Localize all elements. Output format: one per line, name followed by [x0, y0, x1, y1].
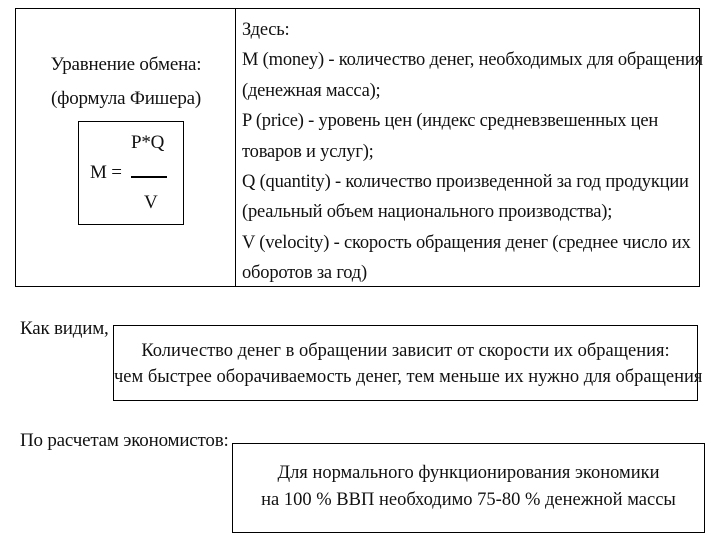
table-divider	[235, 8, 236, 287]
estimate-box	[232, 443, 705, 533]
bottom-label: По расчетам экономистов:	[20, 430, 229, 451]
definitions-list	[242, 15, 703, 289]
middle-label: Как видим,	[20, 318, 109, 339]
fraction-bar	[131, 176, 167, 178]
definition-line: P (price) - уровень цен (индекс средневзвешенных цен	[242, 111, 659, 132]
definition-line: оборотов за год)	[242, 263, 367, 284]
equation-title-line2: (формула Фишера)	[50, 88, 201, 109]
conclusion-line2: чем быстрее оборачиваемость денег, тем меньше их нужно для обращения	[114, 367, 703, 387]
formula-numerator: P*Q	[131, 132, 165, 153]
equation-title-line1: Уравнение обмена:	[50, 54, 202, 75]
estimate-line2: на 100 % ВВП необходимо 75-80 % денежной массы	[261, 490, 676, 510]
definition-line: товаров и услуг);	[242, 141, 374, 162]
formula-denominator: V	[144, 192, 158, 213]
equation-title	[26, 48, 226, 116]
definition-line: Q (quantity) - количество произведенной за год продукции	[242, 172, 689, 193]
definition-line: V (velocity) - скорость обращения денег (среднее число их	[242, 232, 691, 253]
definition-line: (реальный объем национального производства);	[242, 202, 613, 223]
definition-line: M (money) - количество денег, необходимых для обращения	[242, 50, 703, 71]
definition-line: Здесь:	[242, 20, 290, 40]
conclusion-box	[113, 325, 703, 401]
definition-line: (денежная масса);	[242, 80, 381, 101]
conclusion-line1: Количество денег в обращении зависит от скорости их обращения:	[141, 341, 670, 361]
estimate-line1: Для нормального функционирования экономики	[277, 463, 660, 483]
formula-lhs: M =	[90, 162, 122, 183]
